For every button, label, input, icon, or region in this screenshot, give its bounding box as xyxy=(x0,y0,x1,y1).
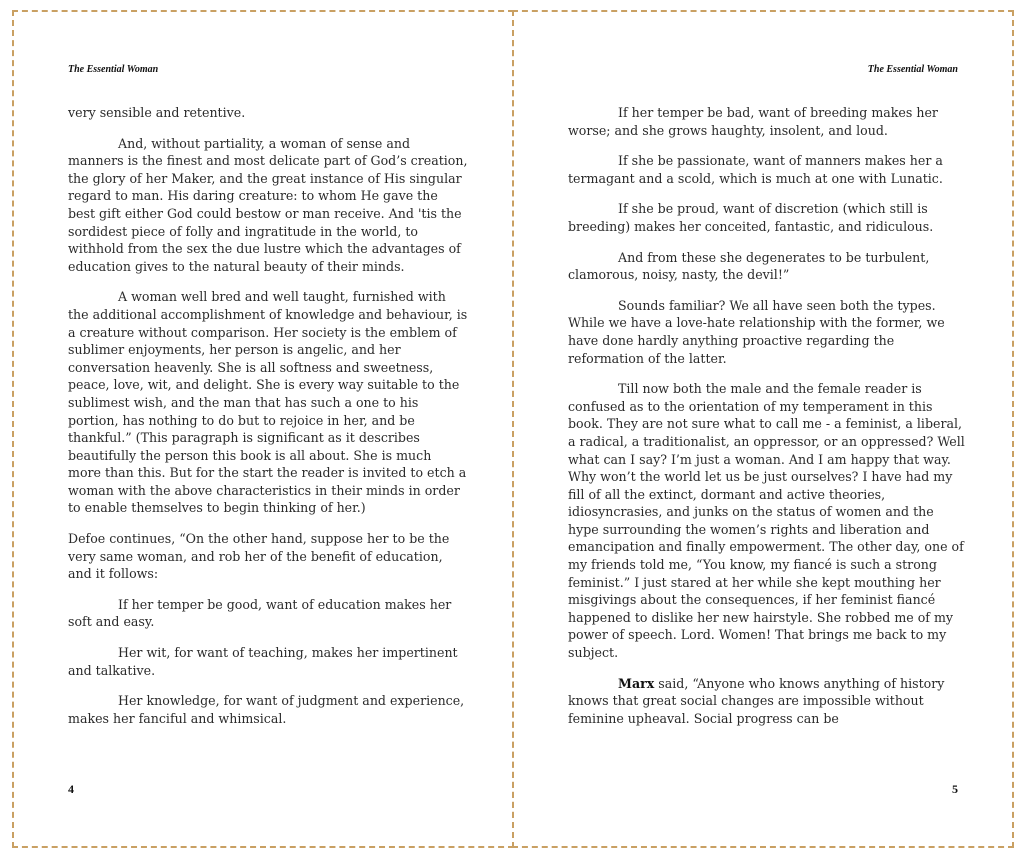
paragraph: If she be passionate, want of manners makes her a termagant and a scold, which is much at one with Lunatic. xyxy=(568,153,943,186)
quoted-author-name: Marx xyxy=(618,675,655,691)
paragraph: very sensible and retentive. xyxy=(68,105,246,120)
paragraph: Her wit, for want of teaching, makes her impertinent and talkative. xyxy=(68,645,458,678)
running-header: The Essential Woman xyxy=(68,64,159,75)
page-body xyxy=(568,104,968,740)
paragraph: If her temper be bad, want of breeding makes her worse; and she grows haughty, insolent, and loud. xyxy=(568,105,938,138)
paragraph: And from these she degenerates to be turbulent, clamorous, noisy, nasty, the devil!” xyxy=(568,249,930,283)
paragraph: And, without partiality, a woman of sense and manners is the finest and most delicate part of God’s creation, the glory of her Maker, and the great instance of His singular regard to man. His daring creature: to whom He gave the best gift either God could bestow or man receive. And 'tis the sordidest piece of folly and ingratitude in the world, to withhold from the sex the due lustre which the advantages of education gives to the natural beauty of their minds. xyxy=(68,135,468,274)
running-header: The Essential Woman xyxy=(867,64,958,75)
paragraph xyxy=(568,675,968,728)
page-number: 4 xyxy=(68,782,74,796)
paragraph: Sounds familiar? We all have seen both the types. While we have a love-hate relationship with the former, we have done hardly anything proactive regarding the reformation of the latter. xyxy=(568,297,945,366)
paragraph: If she be proud, want of discretion (which still is breeding) makes her conceited, fantastic, and ridiculous. xyxy=(568,201,934,234)
right-page xyxy=(512,10,1014,848)
left-page xyxy=(12,10,514,848)
paragraph: A woman well bred and well taught, furnished with the additional accomplishment of knowledge and behaviour, is a creature without comparison. Her society is the emblem of sublimer enjoyments, her person is angelic, and her conversation heavenly. She is all softness and sweetness, peace, love, wit, and delight. She is every way suitable to the sublimest wish, and the man that has such a one to his portion, has nothing to do but to rejoice in her, and be thankful.” (This paragraph is significant as it describes beautifully the person this book is all about. She is much more than this. But for the start the reader is invited to etch a woman with the above characteristics in their minds in order to enable themselves to begin thinking of her.) xyxy=(68,289,468,516)
paragraph: Till now both the male and the female reader is confused as to the orientation of my temperament in this book. They are not sure what to call me - a feminist, a liberal, a radical, a traditionalist, an oppressor, or an oppressed? Well what can I say? I’m just a woman. And I am happy that way. Why won’t the world let us be just ourselves? I have had my fill of all the extinct, dormant and active theories, idiosyncrasies, and junks on the status of women and the hype surrounding the women’s rights and liberation and emancipation and finally empowerment. The other day, one of my friends told me, “You know, my fiancé is such a strong feminist.” I just stared at her while she kept mouthing her misgivings about the consequences, if her feminist fiancé happened to dislike her new hairstyle. She robbed me of my power of speech. Lord. Women! That brings me back to my subject. xyxy=(568,381,965,661)
paragraph: If her temper be good, want of education makes her soft and easy. xyxy=(68,596,452,630)
paragraph-text: said, “Anyone who knows anything of history knows that great social changes are impossible without feminine upheaval. Social progress can be xyxy=(568,675,945,726)
paragraph: Defoe continues, “On the other hand, suppose her to be the very same woman, and rob her of the benefit of education, and it follows: xyxy=(68,531,450,582)
page-number: 5 xyxy=(952,782,958,796)
page-body xyxy=(68,104,468,740)
paragraph: Her knowledge, for want of judgment and experience, makes her fanciful and whimsical. xyxy=(68,693,465,726)
